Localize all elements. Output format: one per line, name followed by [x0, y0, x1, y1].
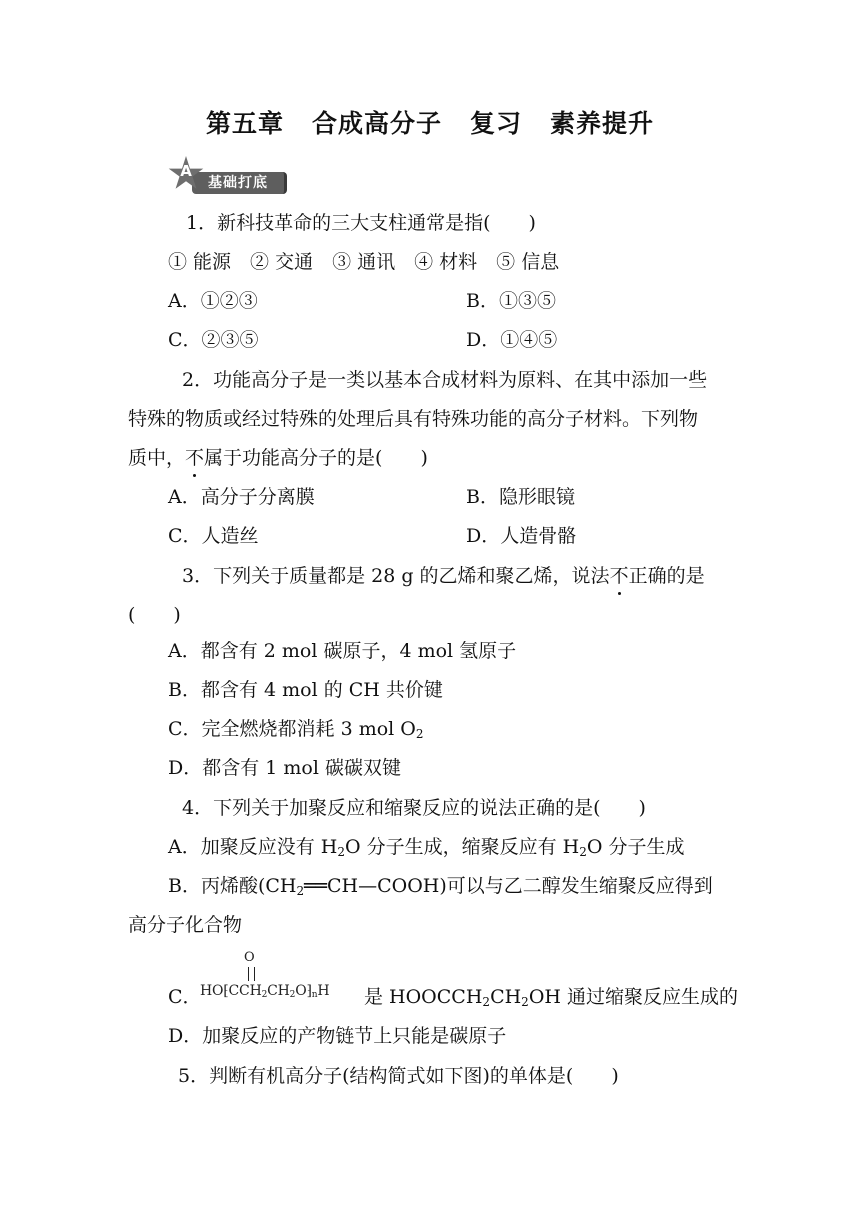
- q3-line-1: [182, 563, 705, 589]
- q4-option-a: [168, 834, 684, 865]
- q3-option-d: D．都含有 1 mol 碳碳双键: [168, 757, 401, 779]
- q4-c-part-3: OH 通过缩聚反应生成的: [528, 986, 738, 1008]
- q3-option-c-text: C．完全燃烧都消耗 3 mol O: [168, 718, 416, 740]
- q1-stem: 1．新科技革命的三大支柱通常是指( ): [186, 212, 536, 234]
- title-chapter: 第五章: [205, 109, 284, 138]
- title-topic: 合成高分子: [311, 109, 442, 138]
- q2-option-b: B．隐形眼镜: [466, 486, 575, 508]
- formula-sub-2: 2: [289, 990, 296, 1000]
- section-badge-label: 基础打底: [192, 172, 287, 194]
- q2-line-3-pre: 质中，: [128, 447, 186, 469]
- q1-option-a: A．①②③: [168, 290, 258, 312]
- q4-a-sub-2: 2: [579, 845, 587, 859]
- q3-option-c-sub: 2: [415, 727, 424, 741]
- formula-double-bond: [248, 967, 255, 981]
- q2-option-c: C．人造丝: [168, 525, 259, 547]
- formula-n: n: [311, 990, 318, 1000]
- q3-option-c: [168, 716, 424, 747]
- q4-c-sub-1: 2: [482, 995, 491, 1009]
- q4-stem: 4．下列关于加聚反应和缩聚反应的说法正确的是( ): [182, 797, 646, 819]
- section-badge: [168, 156, 286, 196]
- q1-items: ① 能源 ② 交通 ③ 通讯 ④ 材料 ⑤ 信息: [168, 251, 560, 273]
- formula-part-3: O⁆: [295, 983, 312, 999]
- q4-a-part-2: O 分子生成，缩聚反应有 H: [344, 836, 580, 858]
- q4-option-b: [168, 873, 713, 904]
- q2-line-3: [128, 445, 428, 471]
- q4-a-part-1: A．加聚反应没有 H: [168, 836, 338, 858]
- q4-c-sub-2: 2: [521, 995, 529, 1009]
- polyester-structure-formula: [200, 950, 370, 1004]
- q3-option-a: A．都含有 2 mol 碳原子，4 mol 氢原子: [168, 640, 517, 662]
- q3-option-b: B．都含有 4 mol 的 CH 共价键: [168, 679, 443, 701]
- q4-option-c-label: C．: [168, 986, 202, 1008]
- q4-a-part-3: O 分子生成: [586, 836, 685, 858]
- q4-b-part-1: B．丙烯酸(CH: [168, 875, 297, 897]
- q2-line-3-post: 属于功能高分子的是( ): [204, 447, 428, 469]
- q4-option-c-text: [364, 984, 738, 1015]
- q4-option-d: D．加聚反应的产物链节上只能是碳原子: [168, 1025, 507, 1047]
- q3-line-1-post: 正确的是: [628, 565, 705, 587]
- q5-stem: 5．判断有机高分子(结构简式如下图)的单体是( ): [178, 1065, 619, 1087]
- q2-emphasis: 不: [185, 447, 205, 469]
- q3-line-1-pre: 3．下列关于质量都是 28 g 的乙烯和聚乙烯，说法: [182, 565, 610, 587]
- q3-line-2: ( ): [128, 604, 181, 626]
- page-title: [0, 104, 860, 140]
- q1-option-c: C．②③⑤: [168, 329, 259, 351]
- title-review: 复习: [470, 109, 523, 138]
- q2-option-a: A．高分子分离膜: [168, 486, 315, 508]
- q2-line-1: 2．功能高分子是一类以基本合成材料为原料、在其中添加一些: [182, 369, 708, 391]
- q2-option-d: D．人造骨骼: [466, 525, 577, 547]
- q4-b-sub: 2: [296, 884, 305, 898]
- q4-b-part-2: ══CH—COOH)可以与乙二醇发生缩聚反应得到: [304, 875, 713, 897]
- q2-line-2: 特殊的物质或经过特殊的处理后具有特殊功能的高分子材料。下列物: [128, 408, 699, 430]
- q1-option-d: D．①④⑤: [466, 329, 558, 351]
- formula-carbonyl-oxygen: O: [244, 950, 255, 965]
- title-goal: 素养提升: [550, 109, 655, 138]
- q1-option-b: B．①③⑤: [466, 290, 556, 312]
- formula-part-1: HO⁅CCH: [200, 983, 262, 999]
- q3-emphasis: 不: [609, 565, 629, 587]
- formula-h: H: [317, 983, 330, 999]
- q4-a-sub-1: 2: [337, 845, 345, 859]
- q4-c-part-1: 是 HOOCCH: [364, 986, 483, 1008]
- q4-option-b-line-2: 高分子化合物: [128, 914, 243, 936]
- formula-chain: [200, 983, 329, 1000]
- formula-part-2: CH: [267, 983, 290, 999]
- q4-c-part-2: CH: [490, 986, 522, 1008]
- star-letter: A: [180, 162, 192, 180]
- formula-sub-1: 2: [261, 990, 268, 1000]
